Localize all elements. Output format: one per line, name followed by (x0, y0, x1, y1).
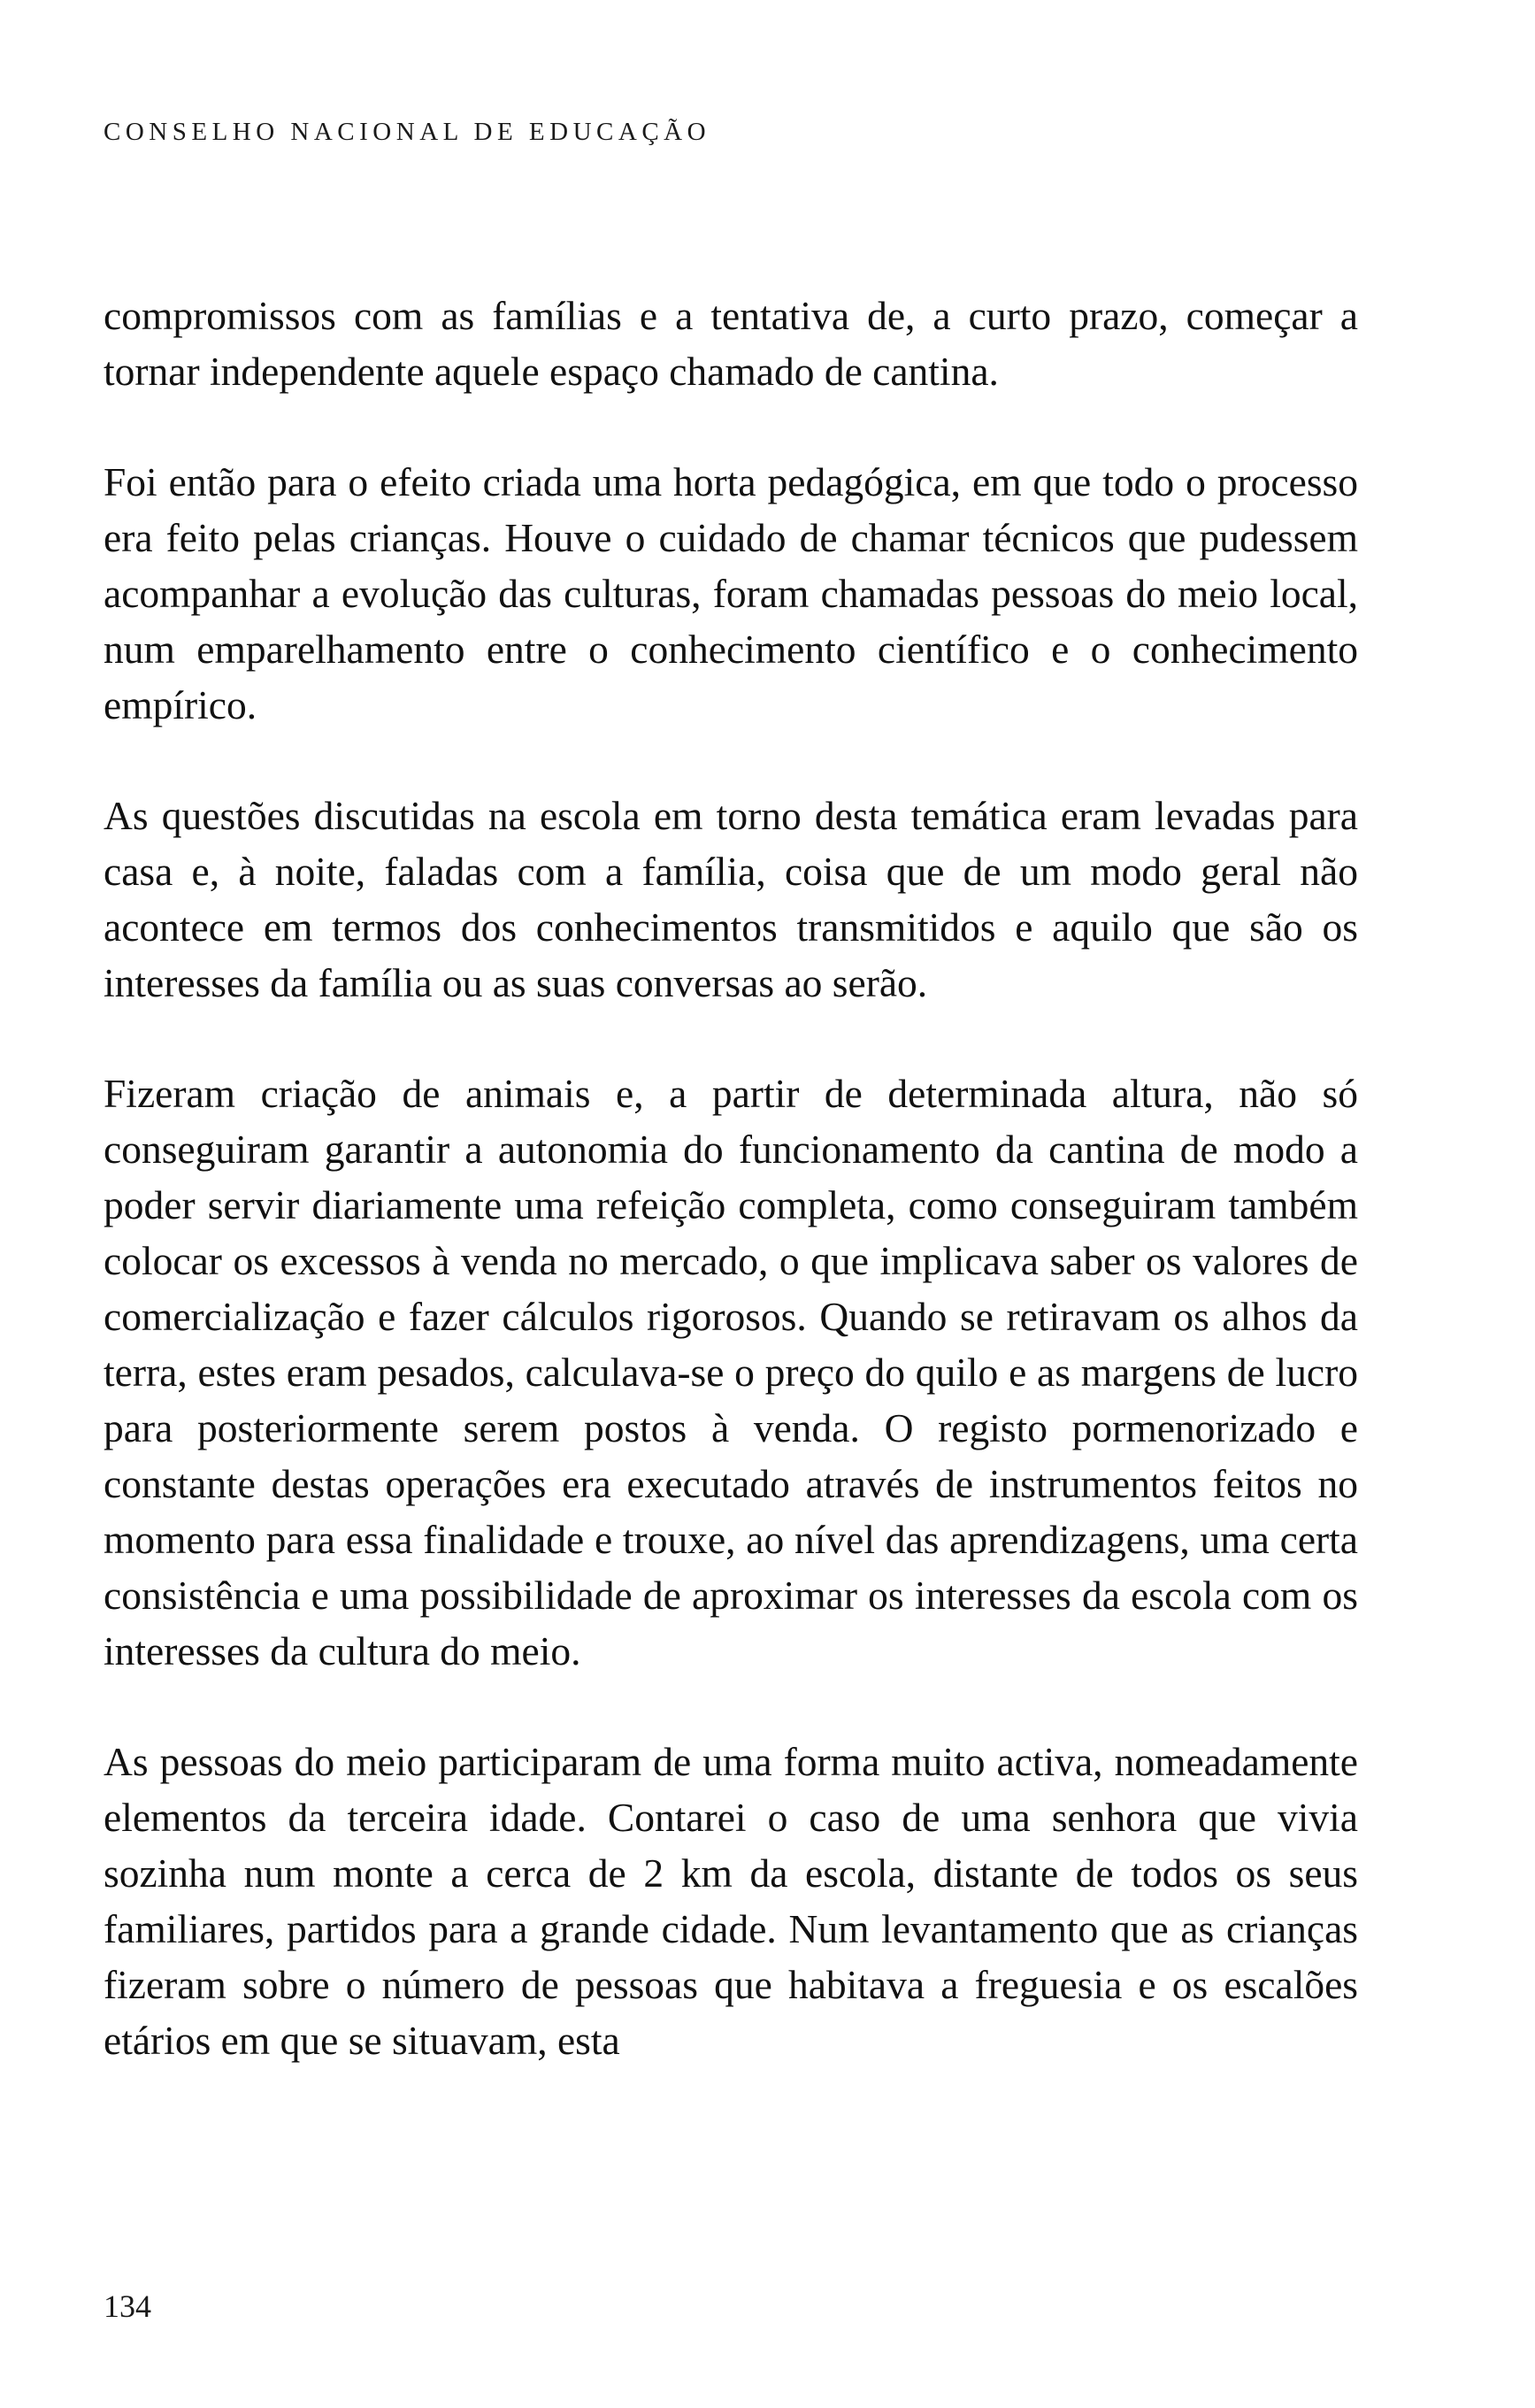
paragraph-4: Fizeram criação de animais e, a partir de determinada altura, não só conseguiram garantir a autonomia do funcionamento da cantina de modo a poder servir diariamente uma refeição completa, como conseguiram também colocar os excessos à venda no mercado, o que implicava saber os valores de comercialização e fazer cálculos rigorosos. Quando se retiravam os alhos da terra, estes eram pesados, calculava-se o preço do quilo e as margens de lucro para posteriormente serem postos à venda. O registo pormenorizado e constante destas operações era executado através de instrumentos feitos no momento para essa finalidade e trouxe, ao nível das aprendizagens, uma certa consistência e uma possibilidade de aproximar os interesses da escola com os interesses da cultura do meio. (104, 1071, 1358, 1673)
paragraph-1: compromissos com as famílias e a tentativa de, a curto prazo, começar a tornar independente aquele espaço chamado de cantina. (104, 293, 1358, 394)
paragraph-3: As questões discutidas na escola em torno desta temática eram levadas para casa e, à noite, faladas com a família, coisa que de um modo geral não acontece em termos dos conhecimentos transmitidos e aquilo que são os interesses da família ou as suas conversas ao serão. (104, 793, 1358, 1005)
running-header: CONSELHO NACIONAL DE EDUCAÇÃO (104, 118, 711, 146)
paragraph-2: Foi então para o efeito criada uma horta pedagógica, em que todo o processo era feito pelas crianças. Houve o cuidado de chamar técnicos que pudessem acompanhar a evolução das culturas, foram chamadas pessoas do meio local, num emparelhamento entre o conhecimento científico e o conhecimento empírico. (104, 459, 1358, 727)
paragraph-5: As pessoas do meio participaram de uma forma muito activa, nomeadamente elementos da terceira idade. Contarei o caso de uma senhora que vivia sozinha num monte a cerca de 2 km da escola, distante de todos os seus familiares, partidos para a grande cidade. Num levantamento que as crianças fizeram sobre o número de pessoas que habitava a freguesia e os escalões etários em que se situavam, esta (104, 1739, 1358, 2063)
body-text (104, 288, 1358, 2123)
page-number: 134 (104, 2289, 151, 2324)
